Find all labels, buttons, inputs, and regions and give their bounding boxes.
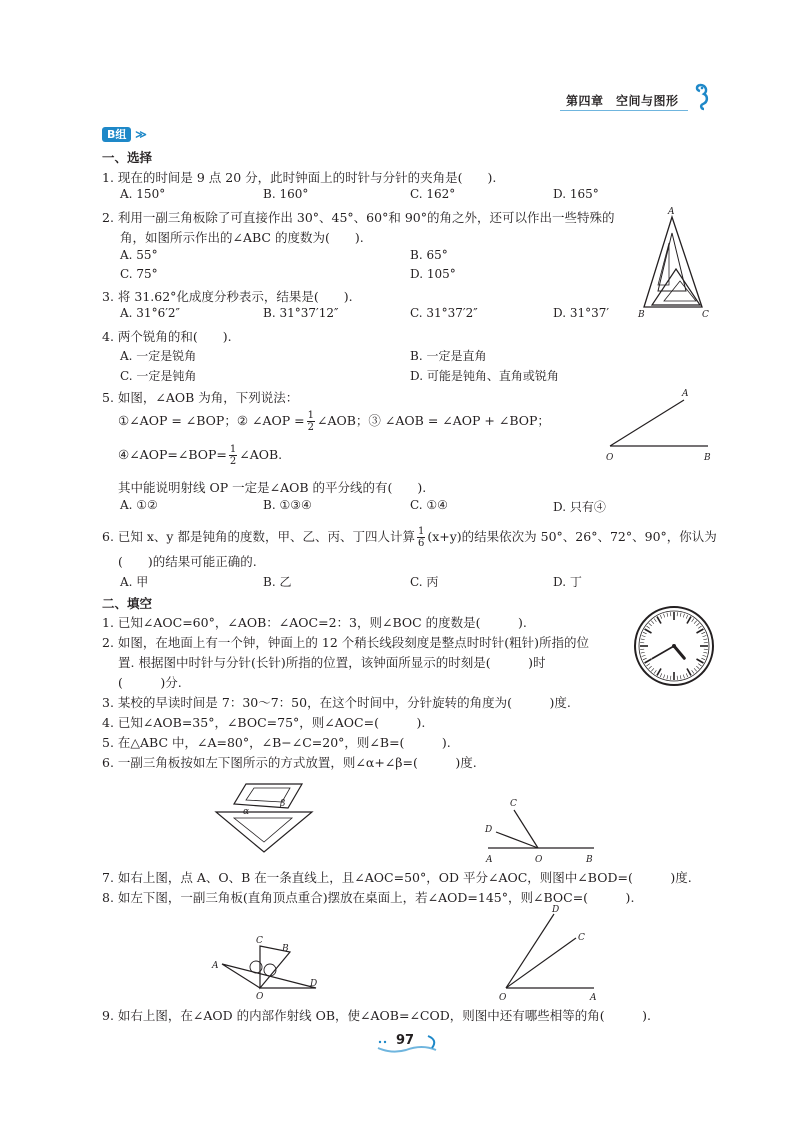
fig8-label-o: O xyxy=(256,992,264,1002)
section-title-choice: 一、选择 xyxy=(102,150,153,165)
q2-text-line2: 角，如图所示作出的∠ABC 的度数为( ). xyxy=(120,230,364,245)
q1-option-d: D. 165° xyxy=(553,187,599,201)
fig2-label-c: C xyxy=(702,310,709,320)
figure-line-aob-rays xyxy=(480,796,600,868)
q5-option-a: A. ①② xyxy=(120,498,158,512)
q3-option-a: A. 31°6′2″ xyxy=(120,306,181,320)
q6-text-line1: 6. 已知 x、y 都是钝角的度数，甲、乙、丙、丁四人计算 $\frac{1}{6}$ (x+y)的结果依次为 50°、26°、72°、90°，你认为 xyxy=(102,526,717,549)
q6-option-c: C. 丙 xyxy=(410,575,439,589)
q2-option-a: A. 55° xyxy=(120,248,158,262)
q1-option-b: B. 160° xyxy=(263,187,309,201)
fig9-label-d: D xyxy=(552,905,560,915)
q1-text: 1. 现在的时间是 9 点 20 分，此时钟面上的时针与分针的夹角是( ). xyxy=(102,170,497,185)
q3-text: 3. 将 31.62°化成度分秒表示，结果是( ). xyxy=(102,289,353,304)
page-number-block xyxy=(372,1030,442,1054)
section-title-fill: 二、填空 xyxy=(102,596,153,611)
fill-q9: 9. 如右上图，在∠AOD 的内部作射线 OB，使∠AOB=∠COD，则图中还有哪些相等的角( ). xyxy=(102,1008,651,1023)
fill-q4: 4. 已知∠AOB=35°，∠BOC=75°，则∠AOC=( ). xyxy=(102,715,426,730)
q4-option-b: B. 一定是直角 xyxy=(410,349,487,363)
chapter-label: 第四章 空间与图形 xyxy=(566,94,679,108)
fill-q2-line1: 2. 如图，在地面上有一个钟，钟面上的 12 个稍长线段刻度是整点时时针(粗针)所指的位 xyxy=(102,635,590,650)
fig6-label-alpha: α xyxy=(243,807,250,817)
fill-q5: 5. 在△ABC 中，∠A=80°，∠B−∠C=20°，则∠B=( ). xyxy=(102,735,451,750)
fig7-label-d: D xyxy=(485,825,493,835)
q5-statement-line1: ①∠AOP = ∠BOP；② ∠AOP = $\frac{1}{2}$ ∠AOB；③ ∠AOB = ∠AOP + ∠BOP； xyxy=(118,410,550,433)
fig9-label-c: C xyxy=(578,933,585,943)
q6-option-a: A. 甲 xyxy=(120,575,149,589)
figure-set-squares-aod xyxy=(208,932,320,1002)
fig8-label-b: B xyxy=(282,944,289,954)
q5-option-d: D. 只有④ xyxy=(553,500,606,514)
fill-q8: 8. 如左下图，一副三角板(直角顶点重合)摆放在桌面上，若∠AOD=145°，则∠BOC=( ). xyxy=(102,890,635,905)
q6-option-b: B. 乙 xyxy=(263,575,292,589)
fill-q3: 3. 某校的早读时间是 7：30～7：50，在这个时间中，分针旋转的角度为( )度. xyxy=(102,695,571,710)
header-rule xyxy=(560,110,688,111)
fig5-label-a: A xyxy=(682,389,689,399)
q1-option-c: C. 162° xyxy=(410,187,456,201)
q2-option-b: B. 65° xyxy=(410,248,448,262)
q4-option-a: A. 一定是锐角 xyxy=(120,349,197,363)
fill-q1: 1. 已知∠AOC=60°，∠AOB：∠AOC=2：3，则∠BOC 的度数是( ). xyxy=(102,615,527,630)
q1-option-a: A. 150° xyxy=(120,187,166,201)
fig7-label-o: O xyxy=(535,855,543,865)
q5-statement-line2: ④∠AOP=∠BOP= $\frac{1}{2}$ ∠AOB. xyxy=(118,444,283,467)
figure-rays-ocd xyxy=(494,902,604,1002)
figure-angle-aob xyxy=(600,384,720,464)
fill-q6: 6. 一副三角板按如左下图所示的方式放置，则∠α+∠β=( )度. xyxy=(102,755,477,770)
q4-text: 4. 两个锐角的和( ). xyxy=(102,329,232,344)
fill-q2-line3: ( )分. xyxy=(118,675,182,690)
fig6-label-beta: β xyxy=(280,799,286,809)
fig5-label-o: O xyxy=(606,453,614,463)
fig2-label-b: B xyxy=(638,310,645,320)
fill-q2-line2: 置. 根据图中时针与分针(长针)所指的位置，该钟面所显示的时刻是( )时 xyxy=(118,655,546,670)
fig7-label-a: A xyxy=(486,855,493,865)
group-badge: B组 ≫ xyxy=(102,126,147,142)
q2-option-c: C. 75° xyxy=(120,267,158,281)
fig8-label-d: D xyxy=(310,979,318,989)
figure-set-squares-alpha-beta xyxy=(210,780,330,860)
q3-option-b: B. 31°37′12″ xyxy=(263,306,339,320)
fig7-label-b: B xyxy=(586,855,593,865)
q2-text-line1: 2. 利用一副三角板除了可直接作出 30°、45°、60°和 90°的角之外，还可以作出一些特殊的 xyxy=(102,210,615,225)
q4-option-d: D. 可能是钝角、直角或锐角 xyxy=(410,369,559,383)
fig5-label-b: B xyxy=(704,453,711,463)
page-number: 97 xyxy=(396,1033,415,1048)
fig7-label-c: C xyxy=(510,799,517,809)
fig8-label-c: C xyxy=(256,936,263,946)
q4-option-c: C. 一定是钝角 xyxy=(120,369,197,383)
fig2-label-a: A xyxy=(668,207,675,217)
q5-text: 5. 如图，∠AOB 为角，下列说法： xyxy=(102,390,299,405)
q2-option-d: D. 105° xyxy=(410,267,456,281)
seahorse-icon xyxy=(688,82,712,112)
q6-text-line2: ( )的结果可能正确的. xyxy=(118,554,257,569)
q6-option-d: D. 丁 xyxy=(553,575,582,589)
fill-q7: 7. 如右上图，点 A、O、B 在一条直线上，且∠AOC=50°，OD 平分∠AOC，则图中∠BOD=( )度. xyxy=(102,870,692,885)
fig9-label-a: A xyxy=(590,993,597,1002)
q3-option-c: C. 31°37′2″ xyxy=(410,306,478,320)
fig8-label-a: A xyxy=(212,961,219,971)
figure-clock xyxy=(632,604,716,688)
q5-option-b: B. ①③④ xyxy=(263,498,312,512)
figure-triangle-abc xyxy=(636,205,716,320)
q3-option-d: D. 31°37′ xyxy=(553,306,610,320)
q5-text-question: 其中能说明射线 OP 一定是∠AOB 的平分线的有( ). xyxy=(118,480,427,495)
q5-option-c: C. ①④ xyxy=(410,498,448,512)
fig9-label-o: O xyxy=(499,993,507,1002)
